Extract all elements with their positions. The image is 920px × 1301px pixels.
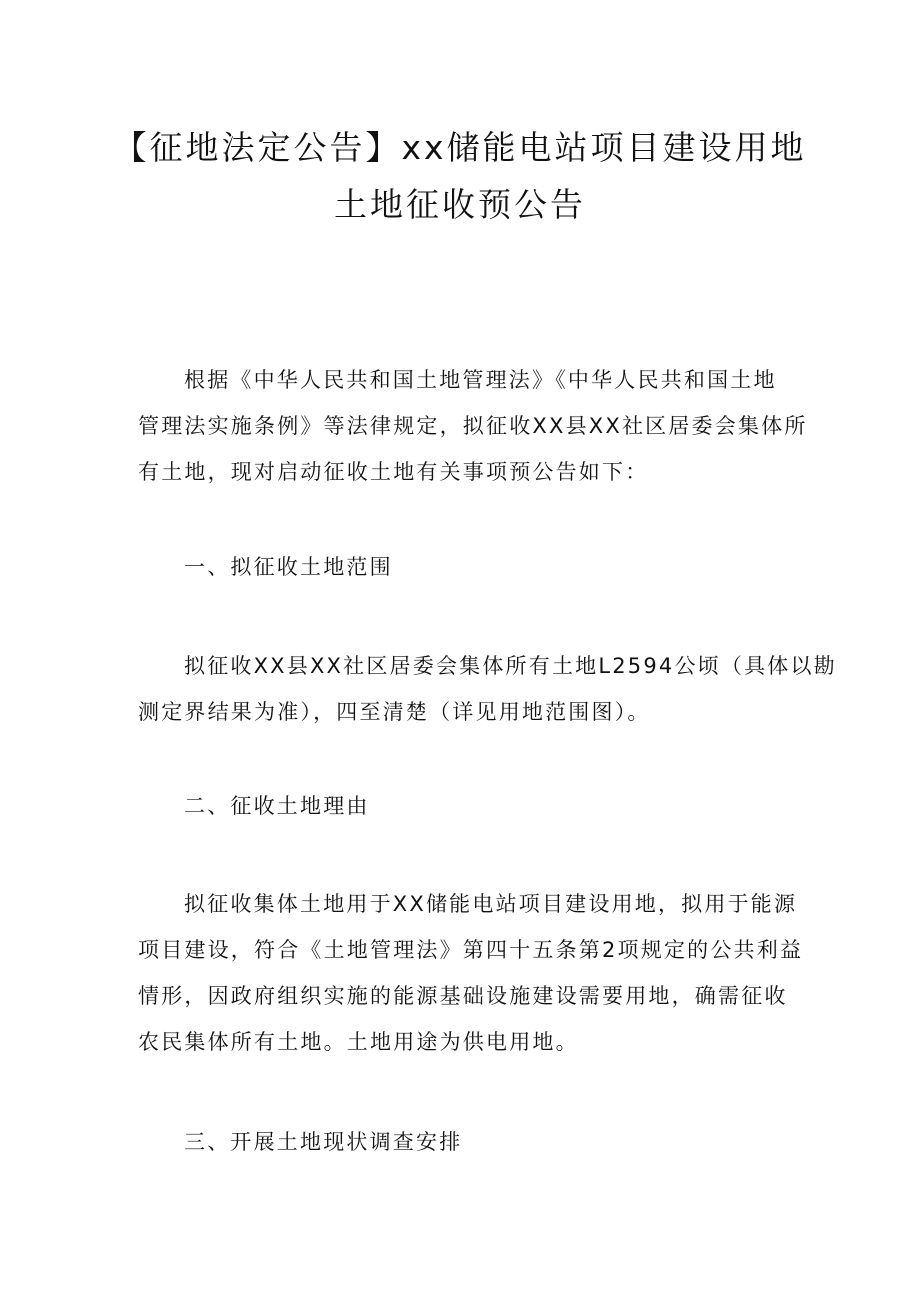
intro-paragraph — [138, 357, 808, 495]
intro-line: 有土地，现对启动征收土地有关事项预公告如下： — [138, 460, 649, 484]
section-1-line: 测定界结果为准），四至清楚（详见用地范围图）。 — [138, 700, 651, 724]
section-2-heading: 二、征收土地理由 — [184, 794, 370, 818]
intro-line: 根据《中华人民共和国土地管理法》《中华人民共和国土地 — [184, 368, 777, 392]
section-3-heading: 三、开展土地现状调查安排 — [184, 1130, 463, 1154]
section-1-paragraph — [138, 643, 837, 735]
document-title-line-2: 土地征收预公告 — [334, 185, 586, 224]
section-2-paragraph — [138, 881, 804, 1065]
section-2-line: 农民集体所有土地。土地用途为供电用地。 — [138, 1030, 579, 1054]
section-2-line: 情形，因政府组织实施的能源基础设施建设需要用地，确需征收 — [138, 984, 788, 1008]
section-2-line: 项目建设，符合《土地管理法》第四十五条第2项规定的公共利益 — [138, 938, 804, 962]
document-title-line-1: 【征地法定公告】xx储能电站项目建设用地 — [113, 128, 807, 167]
section-1-heading: 一、拟征收土地范围 — [184, 555, 393, 579]
intro-line: 管理法实施条例》等法律规定，拟征收XX县XX社区居委会集体所 — [138, 414, 808, 438]
section-1-line: 拟征收XX县XX社区居委会集体所有土地L2594公顷（具体以勘 — [184, 654, 837, 678]
section-2-line: 拟征收集体土地用于XX储能电站项目建设用地，拟用于能源 — [184, 892, 798, 916]
